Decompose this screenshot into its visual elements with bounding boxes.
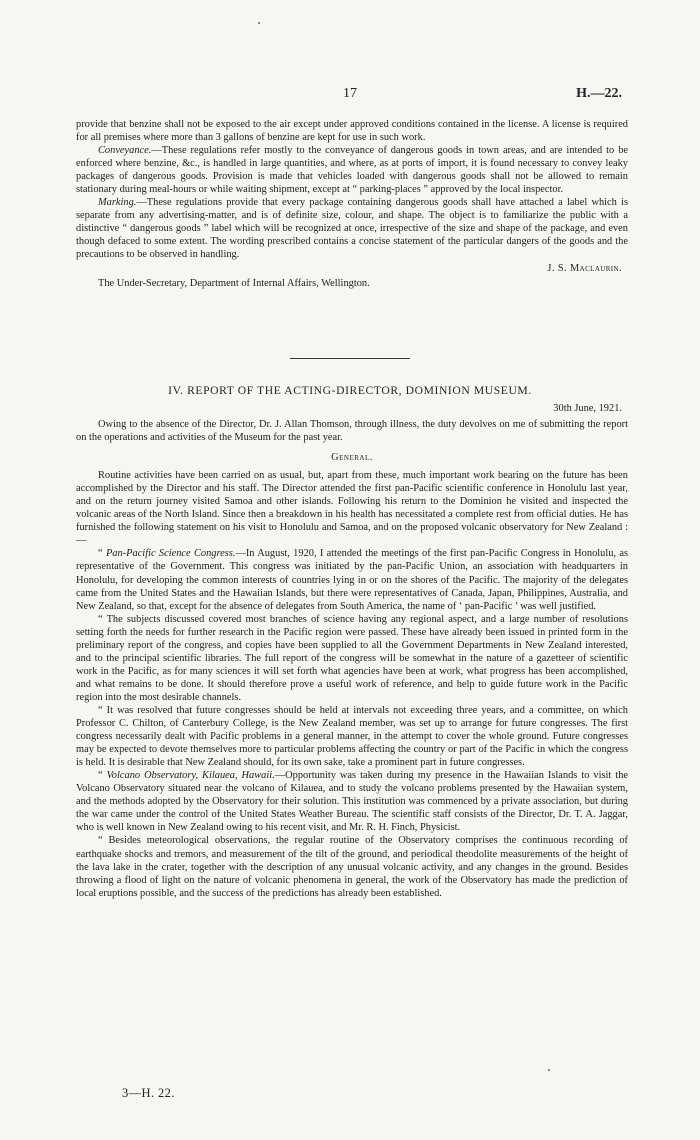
report-body (76, 418, 628, 900)
general-heading: General. (331, 452, 373, 464)
signature-maclaurin: J. S. Maclaurin. (547, 262, 622, 274)
marking-paragraph (76, 196, 628, 261)
pan-pacific-paragraph: “ Pan-Pacific Science Congress.—In August, 1920, I attended the meetings of the first pan-Pacific Congress in Honolulu, as representative of the Government. This congress was initiated by the pan-Pacific Union, an association with headquarters in Honolulu, for developing the common interests of countries lying in or on the shores of the Pacific. The majority of the delegates came from the United States and the Hawaiian Islands, but there were representatives of Canada, Japan, Philippines, Australia, and New Zealand, so that, except for the absence of delegates from South America, the name of ‘ pan-Pacific ’ was well justified. (76, 548, 629, 612)
footer-signature-mark: 3—H. 22. (122, 1086, 175, 1100)
page-number: 17 (343, 86, 357, 101)
general-paragraph: Routine activities have been carried on as usual, but, apart from these, much important work bearing on the future has been accomplished by the Director and his staff. The Director attended the first pan-Pacific scientific conference in Honolulu last year, and on the return journey visited Samoa and other islands. Following his return to the Dominion he visited and inspected the volcanic areas of the North Island. Since then a breakdown in his health has necessitated a complete rest from official duties. He has furnished the following statement on his visit to Honolulu and Samoa, and on the proposed volcanic observatory for New Zealand :— (76, 470, 628, 547)
volcano-heading: Volcano Observatory, Kilauea, Hawaii. (106, 770, 275, 782)
conveyance-paragraph (76, 144, 628, 196)
pan-pacific-heading: Pan-Pacific Science Congress. (105, 548, 236, 560)
report-date: 30th June, 1921. (553, 403, 622, 414)
speck-mark (548, 1069, 550, 1071)
conveyance-text: —These regulations refer mostly to the conveyance of dangerous goods in town areas, and are intended to be enforced where benzine, &c., is handled in large quantities, and where, as at ports of import, it is found necessary to convey leaky packages of dangerous goods. Provision is made that vehicles loaded with dangerous goods shall not be allowed to remain stationary during meal-hours or while waiting shipment, except at “ parking-places ” approved by the local inspector. (76, 145, 628, 196)
continuation-section (76, 118, 628, 290)
marking-heading: Marking. (98, 197, 137, 209)
document-code: H.—22. (576, 86, 622, 101)
resolved-paragraph: “ It was resolved that future congresses should be held at intervals not exceeding three years, and a committee, on which Professor C. Chilton, of Canterbury College, is the New Zealand member, was set up to arrange for future congresses. The first congress necessarily dealt with Pacific problems in a general manner, in the attempt to cover the whole ground. Future congresses may be expected to devote themselves more to particular problems affecting the country or part of the Pacific in which the congress is held. It is desirable that New Zealand should, for its own sake, take a prominent part in future congresses. (76, 704, 628, 769)
section-divider (290, 358, 410, 359)
speck-mark (258, 22, 260, 24)
intro-paragraph: Owing to the absence of the Director, Dr. J. Allan Thomson, through illness, the duty devolves on me of submitting the report on the operations and activities of the Museum for the past year. (76, 419, 628, 444)
pan-pacific-text: —In August, 1920, I attended the meetings of the first pan-Pacific Congress in Honolulu, as representative of the Government. This congress was initiated by the pan-Pacific Union, an association with headquarters in Honolulu, for developing the common interests of countries lying in or on the shores of the Pacific. The majority of the delegates came from the United States and the Hawaiian Islands, but there were representatives of Canada, Japan, Philippines, Australia, and New Zealand, so that, except for the absence of delegates from South America, the name of ‘ pan-Pacific ’ was well justified. (76, 548, 629, 612)
conveyance-heading: Conveyance. (98, 145, 152, 157)
report-title: IV. REPORT OF THE ACTING-DIRECTOR, DOMINION MUSEUM. (168, 384, 532, 397)
observatory-paragraph: “ Besides meteorological observations, the regular routine of the Observatory comprises the continuous recording of earthquake shocks and tremors, and measurement of the tilt of the ground, and periodical theodolite measurements of the height of the lava lake in the crater, together with the description of any unusual volcanic activity, and any changes in the ground. Besides throwing a flood of light on the nature of volcanic phenomena in general, the work of the Observatory has made the prediction of local eruptions possible, and the success of the predictions has already been established. (76, 835, 628, 899)
volcano-paragraph: “ Volcano Observatory, Kilauea, Hawaii.—Opportunity was taken during my presence in the Hawaiian Islands to visit the Volcano Observatory situated near the volcano of Kilauea, and to study the volcano problems presented by the Hawaiian system, and the methods adopted by the Observatory for their solution. This institution was commenced by a private association, but during the war came under the control of the United States Weather Bureau. The scientific staff consists of the Director, Dr. T. A. Jaggar, who is well known in New Zealand owing to his recent visit, and Mr. R. H. Finch, Physicist. (76, 770, 628, 834)
volcano-text: —Opportunity was taken during my presence in the Hawaiian Islands to visit the Volcano Observatory situated near the volcano of Kilauea, and to study the volcano problems presented by the Hawaiian system, and the methods adopted by the Observatory for their solution. This institution was commenced by a private association, but during the war came under the control of the United States Weather Bureau. The scientific staff consists of the Director, Dr. T. A. Jaggar, who is well known in New Zealand owing to his recent visit, and Mr. R. H. Finch, Physicist. (76, 770, 628, 834)
benzine-license-paragraph: provide that benzine shall not be exposed to the air except under approved conditions contained in the license. A license is required for all premises where more than 3 gallons of benzine are kept for use in such work. (76, 119, 628, 144)
marking-text: —These regulations provide that every package containing dangerous goods shall have attached a label which is separate from any advertising-matter, and is of definite size, colour, and shape. The object is to familiarize the public with a distinctive “ dangerous goods ” label which will be recognized at once, irrespective of the size and shape of the package, and even though defaced to some extent. The wording prescribed contains a concise statement of the particular dangers of the goods and the precautions to be observed in handling. (76, 197, 628, 261)
subjects-paragraph: “ The subjects discussed covered most branches of science having any regional aspect, and a large number of resolutions setting forth the needs for further research in the Pacific region were passed. These have already been issued in printed form in the preliminary report of the congress, and copies have been supplied to all the Government Departments in New Zealand interested, and to the principal scientific libraries. The full report of the congress will be somewhat in the nature of a gazetteer of scientific work in the Pacific, as for many sciences it will set forth what agencies have been at work, what progress has been accomplished, and what remains to be done. It should therefore prove a useful work of reference, and help to guide future work in the Pacific region into the most desirable channels. (76, 613, 628, 703)
addressee-line: The Under-Secretary, Department of Internal Affairs, Wellington. (98, 277, 370, 289)
